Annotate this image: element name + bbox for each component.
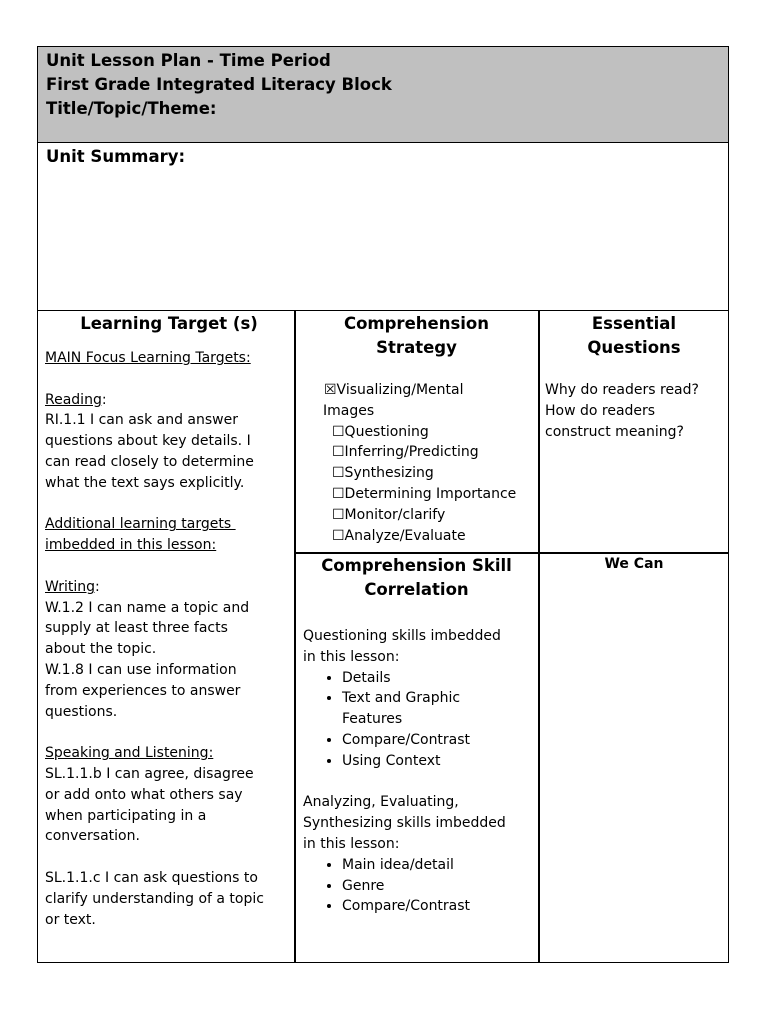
writing-row: Writing: [45, 578, 100, 595]
comprehension-strategy-cell [296, 312, 537, 546]
skill-intro-line: Analyzing, Evaluating, [303, 794, 459, 811]
skill-intro-line: Questioning skills imbedded [303, 628, 501, 644]
speaking-target-line: when participating in a [45, 807, 207, 824]
list-item: • Using Context [342, 751, 537, 772]
strategy-item: ☐Monitor/clarify [332, 506, 446, 523]
skill-intro-line: Synthesizing skills imbedded [303, 815, 506, 832]
writing-target-line: W.1.8 I can use information [45, 661, 237, 678]
essential-question-line: construct meaning? [545, 423, 684, 440]
skill-heading: Correlation [364, 580, 469, 599]
additional-targets-label: Additional learning targets [45, 516, 236, 533]
list-item: • Main idea/detail [342, 855, 537, 876]
reading-row: Reading: [45, 391, 107, 408]
header-title: Unit Lesson Plan - Time Period [46, 51, 331, 70]
we-can-heading: We Can [604, 556, 664, 572]
comprehension-skill-cell [296, 554, 537, 917]
learning-targets-heading: Learning Target (s) [80, 314, 258, 333]
analyzing-skills-list [296, 855, 537, 917]
strategy-item: ☐Determining Importance [332, 485, 517, 502]
questioning-skills-list [296, 668, 537, 772]
reading-target-line: can read closely to determine [45, 453, 254, 470]
speaking-target-line: or text. [45, 911, 96, 928]
speaking-target-line: or add onto what others say [45, 786, 243, 803]
header-subtitle: First Grade Integrated Literacy Block [46, 75, 392, 94]
essential-heading: Questions [587, 338, 681, 357]
lesson-plan-table [37, 46, 729, 963]
speaking-target-line: SL.1.1.c I can ask questions to [45, 869, 258, 886]
writing-target-line: supply at least three facts [45, 620, 228, 637]
list-item: • Details [342, 668, 537, 689]
list-item: • Text and Graphic Features [342, 688, 482, 730]
strategy-item: ☐Questioning [332, 423, 429, 440]
strategy-heading: Strategy [376, 338, 457, 357]
reading-label: Reading [45, 391, 102, 408]
unit-summary-title: Unit Summary: [46, 147, 186, 166]
main-focus-label: MAIN Focus Learning Targets: [45, 350, 251, 366]
header-topic-label: Title/Topic/Theme: [46, 99, 217, 118]
learning-targets-column [45, 312, 293, 930]
strategy-heading: Comprehension [343, 314, 490, 333]
strategy-item: ☐Analyze/Evaluate [332, 527, 466, 544]
we-can-cell [540, 554, 728, 574]
writing-target-line: W.1.2 I can name a topic and [45, 599, 250, 616]
strategy-item-checked: ☒Visualizing/Mental [324, 382, 464, 398]
unit-summary-section [38, 143, 728, 311]
writing-target-line: questions. [45, 703, 118, 720]
essential-heading: Essential [591, 314, 677, 333]
strategy-item: ☐Synthesizing [332, 465, 434, 482]
reading-target-line: what the text says explicitly. [45, 474, 245, 491]
strategy-item: Images [323, 402, 375, 419]
essential-question-line: How do readers [545, 402, 656, 419]
list-item: • Compare/Contrast [342, 896, 537, 917]
writing-label: Writing [45, 578, 95, 595]
essential-question-line: Why do readers read? [545, 382, 699, 398]
list-item: • Compare/Contrast [342, 730, 537, 751]
strategy-item: ☐Inferring/Predicting [332, 444, 479, 461]
list-item: • Genre [342, 876, 537, 897]
skill-intro-line: in this lesson: [303, 835, 400, 852]
additional-targets-label: imbedded in this lesson: [45, 537, 217, 554]
reading-target-line: RI.1.1 I can ask and answer [45, 412, 238, 429]
skill-heading: Comprehension Skill [321, 556, 512, 575]
speaking-target-line: conversation. [45, 828, 140, 845]
speaking-target-line: SL.1.1.b I can agree, disagree [45, 765, 254, 782]
speaking-label: Speaking and Listening: [45, 745, 214, 762]
skill-intro-line: in this lesson: [303, 648, 400, 665]
writing-target-line: from experiences to answer [45, 682, 241, 699]
speaking-target-line: clarify understanding of a topic [45, 890, 264, 907]
header-section [38, 47, 728, 143]
essential-questions-cell [540, 312, 728, 442]
writing-target-line: about the topic. [45, 641, 157, 658]
reading-target-line: questions about key details. I [45, 433, 251, 450]
